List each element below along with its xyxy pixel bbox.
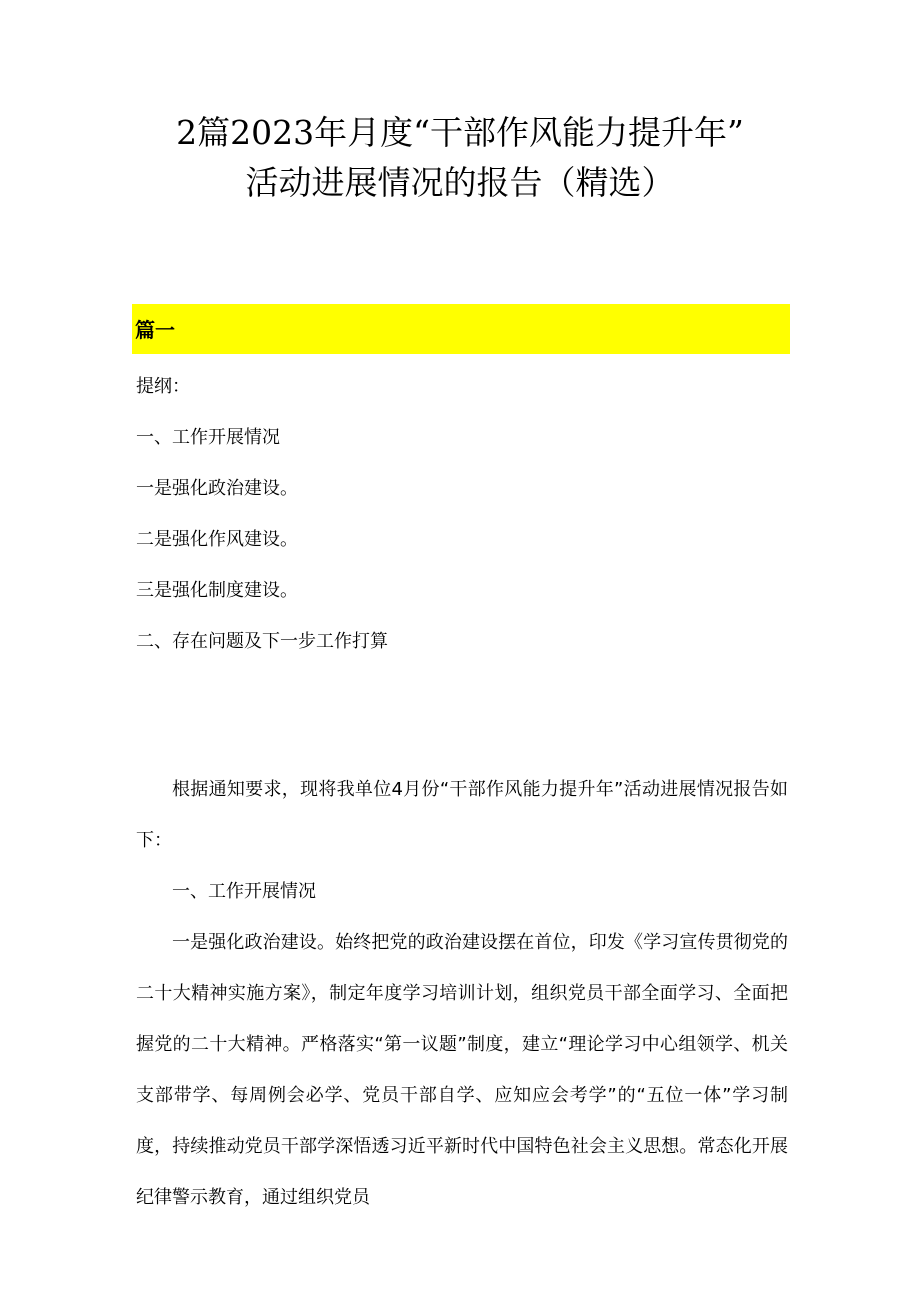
section-heading: 一、工作开展情况 — [172, 881, 316, 902]
outline-item: 二、存在问题及下一步工作打算 — [136, 631, 388, 652]
section-highlight-bar — [132, 304, 790, 354]
intro-paragraph: 根据通知要求，现将我单位4月份“干部作风能力提升年”活动进展情况报告如下： — [136, 779, 788, 851]
section-label: 篇一 — [135, 318, 175, 342]
body-text — [136, 764, 788, 1223]
outline-list — [136, 374, 796, 680]
document-title — [0, 108, 920, 208]
outline-item: 一是强化政治建设。 — [136, 478, 298, 499]
outline-item: 三是强化制度建设。 — [136, 580, 298, 601]
title-line-2: 活动进展情况的报告（精选） — [245, 163, 675, 202]
outline-item: 二是强化作风建设。 — [136, 529, 298, 550]
outline-item: 一、工作开展情况 — [136, 427, 280, 448]
title-line-1: 2篇2023年月度“干部作风能力提升年” — [176, 113, 744, 152]
body-paragraph: 一是强化政治建设。始终把党的政治建设摆在首位，印发《学习宣传贯彻党的二十大精神实施方案》，制定年度学习培训计划，组织党员干部全面学习、全面把握党的二十大精神。严格落实“第一议题”制度，建立“理论学习中心组领学、机关支部带学、每周例会必学、党员干部自学、应知应会考学”的“五位一体”学习制度，持续推动党员干部学深悟透习近平新时代中国特色社会主义思想。常态化开展纪律警示教育，通过组织党员 — [136, 932, 788, 1208]
outline-heading: 提纲： — [136, 376, 190, 397]
